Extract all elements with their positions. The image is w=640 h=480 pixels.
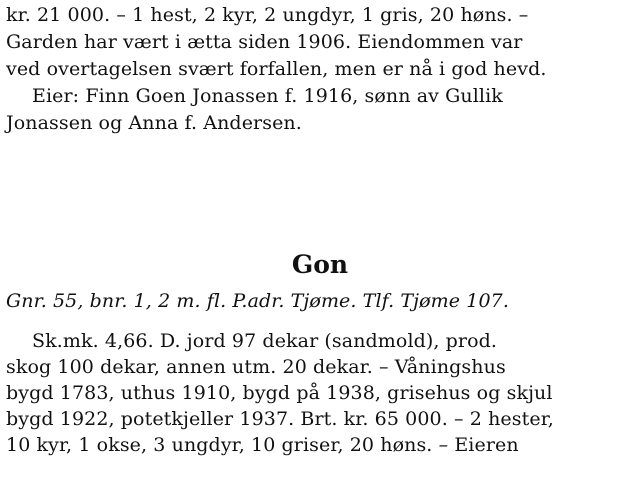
owner-line-1: Eier: Finn Goen Jonassen f. 1916, sønn av Gullik bbox=[32, 85, 503, 107]
owner-line-2: Jonassen og Anna f. Andersen. bbox=[6, 112, 302, 134]
prev-entry-line-2: Garden har vært i ætta siden 1906. Eiendommen var bbox=[6, 31, 523, 53]
entry-body-line-4: bygd 1922, potetkjeller 1937. Brt. kr. 65 000. – 2 hester, bbox=[6, 408, 554, 430]
prev-entry-line-1: kr. 21 000. – 1 hest, 2 kyr, 2 ungdyr, 1 gris, 20 høns. – bbox=[6, 4, 529, 26]
entry-body-line-2: skog 100 dekar, annen utm. 20 dekar. – Våningshus bbox=[6, 356, 506, 378]
prev-entry-line-3: ved overtagelsen svært forfallen, men er nå i god hevd. bbox=[6, 58, 547, 80]
entry-body-line-3: bygd 1783, uthus 1910, bygd på 1938, grisehus og skjul bbox=[6, 382, 553, 404]
entry-body-line-5: 10 kyr, 1 okse, 3 ungdyr, 10 griser, 20 høns. – Eieren bbox=[6, 434, 519, 456]
entry-body-line-1: Sk.mk. 4,66. D. jord 97 dekar (sandmold), prod. bbox=[32, 330, 498, 352]
entry-title: Gon bbox=[291, 250, 349, 279]
entry-meta-line: Gnr. 55, bnr. 1, 2 m. fl. P.adr. Tjøme. Tlf. Tjøme 107. bbox=[6, 290, 509, 312]
